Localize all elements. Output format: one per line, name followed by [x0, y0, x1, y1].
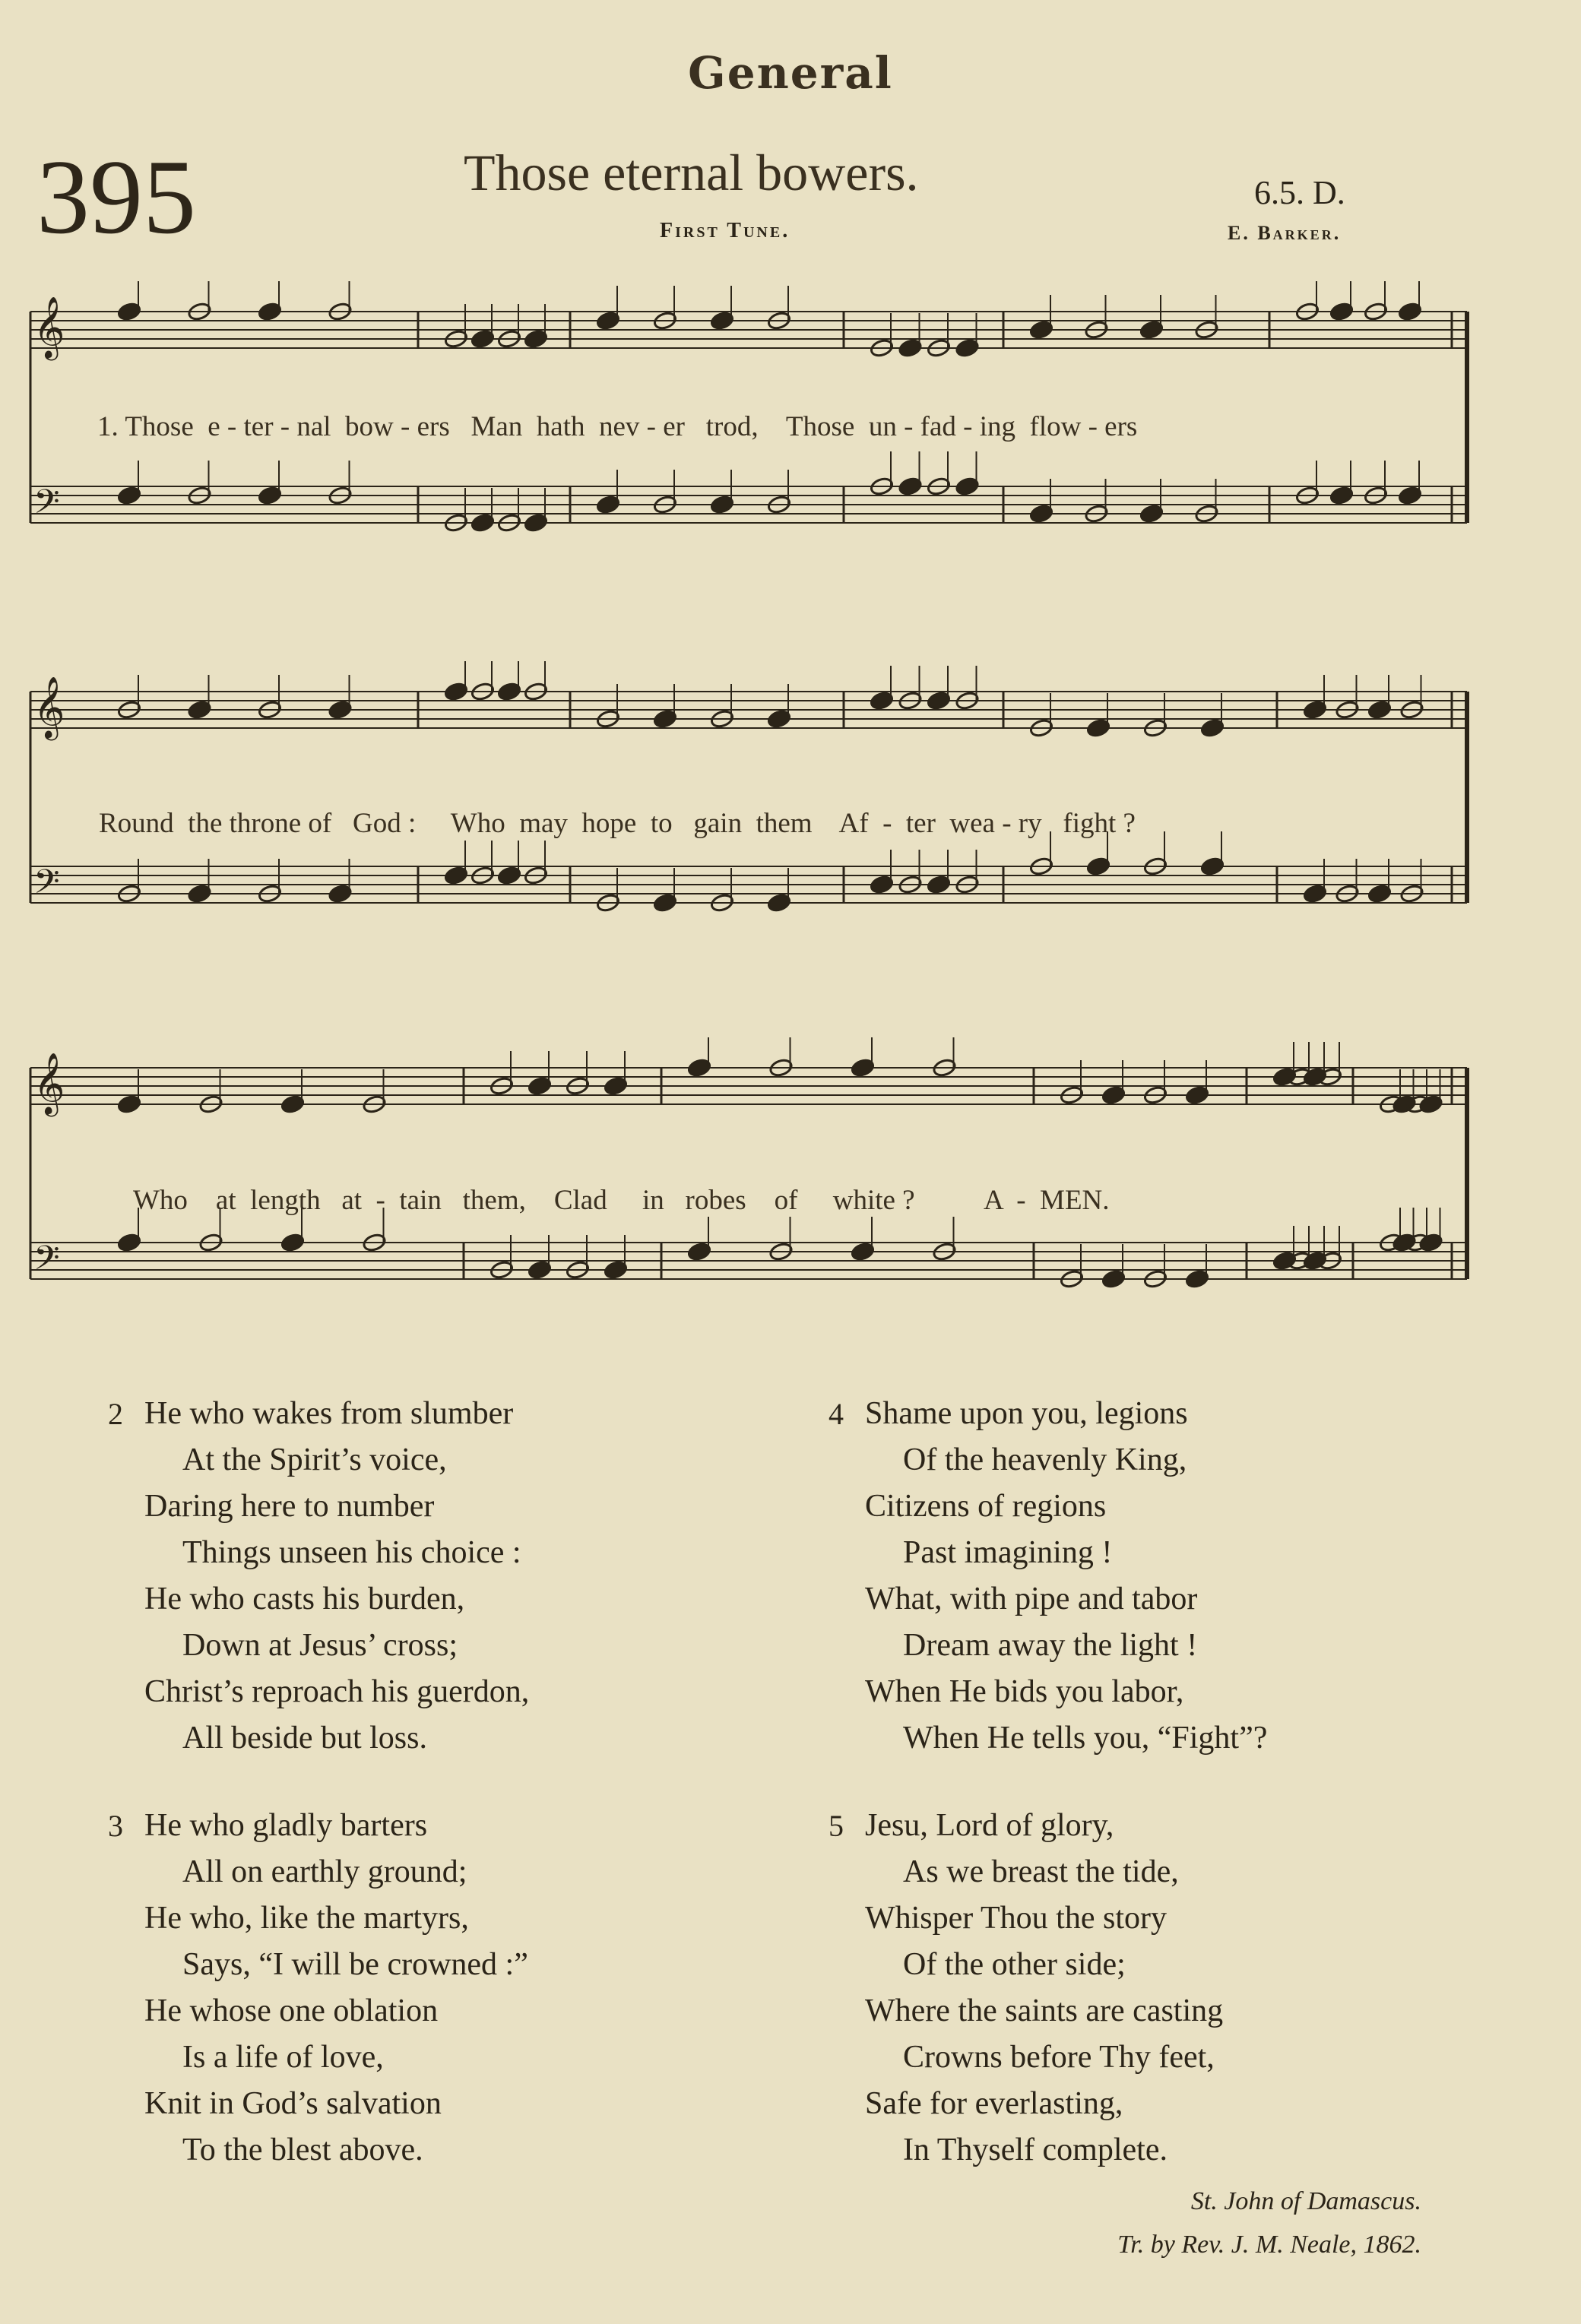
verse-3 [108, 1803, 528, 2174]
verse-line: Citizens of regions [865, 1489, 1107, 1524]
verse-number: 3 [108, 1809, 123, 1843]
verse-line: When He tells you, “Fight”? [903, 1721, 1268, 1756]
verse-line: Is a life of love, [182, 2040, 384, 2075]
meter: 6.5. D. [1254, 174, 1345, 211]
bass-clef-icon: 𝄢 [33, 482, 60, 530]
verse-line: Safe for everlasting, [865, 2086, 1123, 2121]
verse-line: Of the heavenly King, [903, 1442, 1187, 1477]
verse-line: Dream away the light ! [903, 1628, 1198, 1663]
treble-clef-icon: 𝄞 [33, 1052, 65, 1114]
lyrics-line-2: Round the throne of God : Who may hope to gain them Af - ter wea - ry fight ? [99, 808, 1136, 839]
verse-line: He who gladly barters [144, 1808, 428, 1843]
verse-line: In Thyself complete. [903, 2132, 1168, 2167]
bass-clef-icon: 𝄢 [33, 1238, 60, 1286]
verse-line: Down at Jesus’ cross; [182, 1628, 458, 1663]
verse-line: As we breast the tide, [903, 1854, 1179, 1889]
verse-5 [829, 1803, 1224, 2174]
verse-line: Crowns before Thy feet, [903, 2040, 1215, 2075]
verse-line: He whose one oblation [144, 1993, 439, 2028]
music-system-1 [23, 281, 1475, 616]
verse-line: He who wakes from slumber [144, 1396, 514, 1431]
verse-number: 5 [829, 1809, 844, 1843]
verse-number: 4 [829, 1397, 844, 1431]
treble-clef-icon: 𝄞 [33, 296, 65, 358]
tune-name: First Tune. [660, 219, 790, 242]
composer: E. Barker. [1228, 222, 1342, 244]
verse-line: Daring here to number [144, 1489, 435, 1524]
verse-line: All on earthly ground; [182, 1854, 467, 1889]
verse-line: He who casts his burden, [144, 1582, 465, 1616]
verse-4 [829, 1391, 1268, 1762]
verse-line: Christ’s reproach his guerdon, [144, 1674, 530, 1709]
verse-2 [108, 1391, 530, 1762]
verse-line: Knit in God’s salvation [144, 2086, 442, 2121]
verse-line: What, with pipe and tabor [865, 1582, 1198, 1616]
verse-line: Past imagining ! [903, 1535, 1113, 1570]
score-system-1 [23, 281, 1475, 616]
treble-clef-icon: 𝄞 [33, 676, 65, 738]
author-credit: St. John of Damascus. [1190, 2187, 1421, 2215]
verse-line: All beside but loss. [182, 1721, 427, 1756]
verse-line: Things unseen his choice : [182, 1535, 521, 1570]
verse-line: Says, “I will be crowned :” [182, 1947, 528, 1982]
verse-line: To the blest above. [182, 2132, 423, 2167]
verse-line: Jesu, Lord of glory, [865, 1808, 1114, 1843]
verse-line: Where the saints are casting [865, 1993, 1224, 2028]
lyrics-line-3: Who at length at - tain them, Clad in robes of white ? A - MEN. [133, 1185, 1110, 1216]
verse-line: Whisper Thou the story [865, 1901, 1167, 1936]
verse-line: Of the other side; [903, 1947, 1126, 1982]
section-title: General [688, 47, 893, 99]
verse-line: Shame upon you, legions [865, 1396, 1188, 1431]
verse-number: 2 [108, 1397, 123, 1431]
verse-line: At the Spirit’s voice, [182, 1442, 447, 1477]
bass-clef-icon: 𝄢 [33, 862, 60, 910]
lyrics-line-1: 1. Those e - ter - nal bow - ers Man hath nev - er trod, Those un - fad - ing flow - ers [97, 411, 1138, 442]
verse-line: When He bids you labor, [865, 1674, 1184, 1709]
translator-credit: Tr. by Rev. J. M. Neale, 1862. [1117, 2231, 1421, 2259]
verse-line: He who, like the martyrs, [144, 1901, 469, 1936]
hymn-number: 395 [36, 138, 196, 256]
hymn-title: Those eternal bowers. [464, 144, 919, 201]
